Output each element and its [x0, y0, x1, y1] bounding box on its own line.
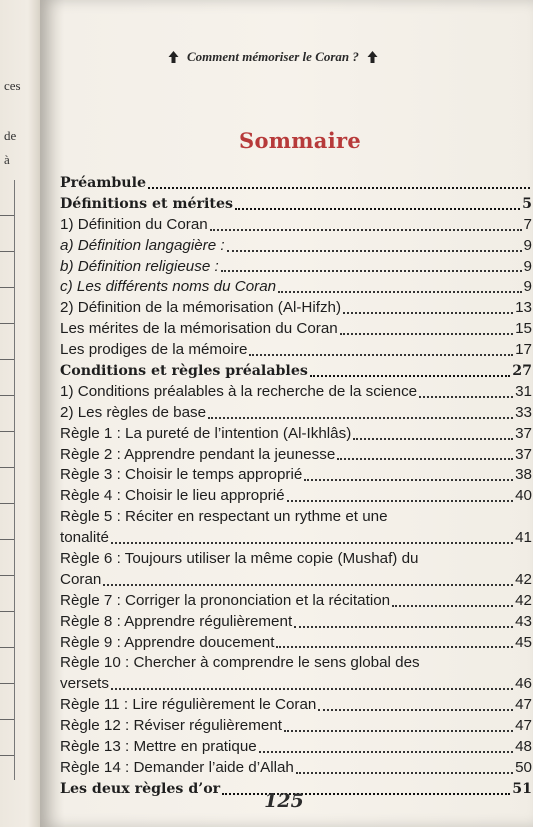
toc-entry-label: 1) Conditions préalables à la recherche de la science — [60, 382, 418, 400]
toc-entry — [60, 424, 532, 445]
left-page-fragment: de — [4, 128, 17, 143]
toc-entry — [60, 257, 532, 278]
up-arrow-icon — [367, 51, 378, 63]
table-of-contents — [60, 173, 532, 800]
dot-leader — [343, 312, 513, 314]
dot-leader — [278, 291, 521, 293]
toc-entry — [60, 382, 532, 403]
dot-leader — [287, 500, 514, 502]
dot-leader — [284, 730, 513, 732]
dot-leader — [304, 479, 513, 481]
dot-leader — [210, 229, 522, 231]
toc-entry-page: 51 — [512, 780, 532, 797]
toc-entry-page: 38 — [515, 466, 532, 484]
toc-entry-label: Définitions et mérites — [60, 195, 233, 212]
toc-entry — [60, 570, 532, 591]
toc-entry-label: versets — [60, 675, 109, 693]
toc-entry — [60, 236, 532, 257]
dot-leader — [227, 250, 522, 252]
toc-entry — [60, 319, 532, 340]
dot-leader — [318, 709, 513, 711]
toc-entry-page: 27 — [512, 363, 532, 379]
toc-entry — [60, 737, 532, 758]
toc-entry-page: 9 — [523, 257, 532, 275]
toc-entry — [60, 528, 532, 549]
toc-entry — [60, 612, 532, 633]
up-arrow-icon — [168, 51, 179, 63]
dot-leader — [353, 438, 513, 440]
toc-entry-label: b) Définition religieuse : — [60, 257, 219, 275]
toc-entry — [60, 445, 532, 466]
toc-entry-label: Règle 4 : Choisir le lieu approprié — [60, 487, 285, 505]
dot-leader — [111, 542, 513, 544]
toc-entry-label: Règle 8 : Apprendre régulièrement — [60, 612, 293, 630]
toc-entry-page: 42 — [515, 570, 532, 588]
toc-section-heading — [60, 173, 532, 194]
toc-entry-page: 31 — [515, 382, 532, 400]
toc-entry-label: Les deux règles d’or — [60, 780, 221, 797]
toc-entry — [60, 465, 532, 486]
toc-entry-page: 46 — [515, 675, 532, 693]
left-page-fragment: à — [4, 152, 10, 167]
toc-entry-label: Préambule — [60, 174, 147, 191]
toc-entry-page: 50 — [515, 758, 532, 776]
toc-entry-label: Les prodiges de la mémoire — [60, 341, 248, 359]
toc-entry-page: 43 — [515, 612, 532, 630]
toc-entry — [60, 486, 532, 507]
toc-entry-page: 42 — [515, 591, 532, 609]
toc-entry-page: 17 — [515, 341, 532, 359]
dot-leader — [392, 605, 513, 607]
toc-entry-page: 37 — [515, 424, 532, 442]
book-page — [40, 0, 533, 827]
running-head — [168, 49, 428, 65]
toc-entry — [60, 716, 532, 737]
left-page-table-lines — [0, 180, 15, 780]
toc-section-heading — [60, 194, 532, 215]
dot-leader — [148, 187, 530, 189]
toc-entry-page: 33 — [515, 403, 532, 421]
toc-entry — [60, 633, 532, 654]
toc-entry-label: Règle 5 : Réciter en respectant un rythme et une — [60, 508, 388, 526]
toc-section-heading — [60, 361, 532, 382]
toc-entry-label: 2) Les règles de base — [60, 403, 207, 421]
dot-leader — [419, 396, 513, 398]
toc-entry-page: 13 — [515, 299, 532, 317]
toc-entry-label: c) Les différents noms du Coran — [60, 278, 277, 296]
toc-entry-label: Les mérites de la mémorisation du Coran — [60, 320, 338, 338]
toc-entry-label: Règle 2 : Apprendre pendant la jeunesse — [60, 445, 336, 463]
toc-entry — [60, 215, 532, 236]
toc-entry-page: 47 — [515, 717, 532, 735]
toc-entry-label: Coran — [60, 570, 102, 588]
toc-entry-label: Conditions et règles préalables — [60, 363, 308, 379]
toc-entry-label: Règle 7 : Corriger la prononciation et la récitation — [60, 591, 391, 609]
toc-entry — [60, 758, 532, 779]
toc-entry — [60, 674, 532, 695]
dot-leader — [337, 458, 513, 460]
toc-entry-label: Règle 9 : Apprendre doucement — [60, 633, 275, 651]
toc-entry-label: Règle 14 : Demander l’aide d’Allah — [60, 758, 294, 776]
toc-entry-page: 41 — [515, 529, 532, 547]
left-page-fragment: ces — [4, 78, 21, 93]
toc-entry-label: a) Définition langagière : — [60, 236, 225, 254]
toc-entry — [60, 549, 532, 570]
toc-entry-page: 9 — [523, 236, 532, 254]
toc-entry — [60, 653, 532, 674]
left-page-edge — [0, 0, 40, 827]
toc-entry-page: 5 — [522, 195, 532, 212]
toc-entry-label: Règle 11 : Lire régulièrement le Coran — [60, 696, 317, 714]
dot-leader — [249, 354, 513, 356]
dot-leader — [296, 772, 513, 774]
toc-entry-label: 2) Définition de la mémorisation (Al-Hifzh) — [60, 299, 342, 317]
toc-entry — [60, 507, 532, 528]
toc-entry-label: Règle 6 : Toujours utiliser la même copie (Mushaf) du — [60, 550, 419, 568]
toc-entry — [60, 403, 532, 424]
dot-leader — [111, 688, 513, 690]
toc-entry-label: Règle 3 : Choisir le temps approprié — [60, 466, 303, 484]
toc-entry-label: Règle 13 : Mettre en pratique — [60, 738, 257, 756]
toc-entry — [60, 340, 532, 361]
toc-entry-page: 15 — [515, 320, 532, 338]
dot-leader — [340, 333, 513, 335]
running-head-text: Comment mémoriser le Coran ? — [187, 49, 359, 64]
dot-leader — [276, 646, 513, 648]
page-number: 125 — [264, 790, 304, 812]
toc-entry-page: 7 — [523, 215, 532, 233]
dot-leader — [103, 584, 513, 586]
toc-entry-page: 9 — [523, 278, 532, 296]
toc-entry-label: Règle 1 : La pureté de l’intention (Al-Ikhlâs) — [60, 424, 352, 442]
toc-entry — [60, 277, 532, 298]
dot-leader — [259, 751, 513, 753]
toc-entry-page: 45 — [515, 633, 532, 651]
toc-entry-page: 48 — [515, 738, 532, 756]
dot-leader — [294, 626, 513, 628]
toc-entry — [60, 695, 532, 716]
dot-leader — [235, 208, 520, 210]
toc-entry-page: 37 — [515, 445, 532, 463]
toc-entry — [60, 298, 532, 319]
toc-entry-label: tonalité — [60, 529, 109, 547]
toc-entry-label: Règle 12 : Réviser régulièrement — [60, 717, 283, 735]
toc-entry-page: 40 — [515, 487, 532, 505]
dot-leader — [208, 417, 513, 419]
dot-leader — [221, 270, 522, 272]
toc-entry-page: 47 — [515, 696, 532, 714]
toc-entry-label: 1) Définition du Coran — [60, 215, 208, 233]
page-title: Sommaire — [238, 128, 362, 153]
toc-entry-label: Règle 10 : Chercher à comprendre le sens global des — [60, 654, 420, 672]
dot-leader — [310, 375, 510, 377]
toc-entry — [60, 591, 532, 612]
